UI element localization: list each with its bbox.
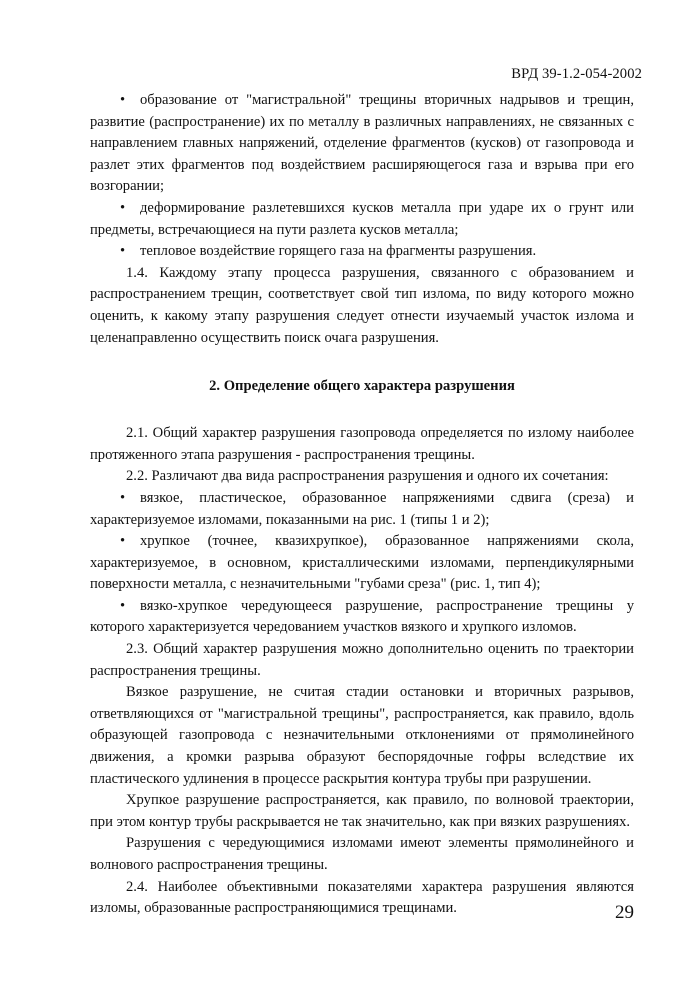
- paragraph-brittle: Хрупкое разрушение распространяется, как правило, по волновой траектории, при этом контур трубы раскрывается не так значительно, как при вязких разрушениях.: [90, 792, 634, 830]
- page-number: 29: [615, 902, 634, 923]
- bullet-marker: •: [120, 533, 126, 550]
- list-item-text: тепловое воздействие горящего газа на фрагменты разрушения.: [140, 243, 537, 260]
- paragraph-1-4: 1.4. Каждому этапу процесса разрушения, связанного с образованием и распространением трещин, соответствует свой тип излома, по виду которого можно оценить, к какому этапу разрушения следует отнести изучаемый участок излома и целенаправленно осуществить поиск очага разрушения.: [90, 264, 634, 346]
- paragraph-2-1: 2.1. Общий характер разрушения газопровода определяется по излому наиболее протяженного этапа разрушения - распространения трещины.: [90, 425, 634, 463]
- list-item-text: образование от "магистральной" трещины вторичных надрывов и трещин, развитие (распространение) их по металлу в различных направлениях, не связанных с направлением главных напряжений, отделение фрагментов (кусков) от газопровода и разлет этих фрагментов под воздействием расширяющегося газа и взрыва при его возгорании;: [90, 92, 634, 195]
- bullet-marker: •: [120, 243, 126, 260]
- bullet-marker: •: [120, 199, 126, 216]
- bullet-marker: •: [120, 92, 126, 108]
- page-header: [0, 66, 700, 86]
- list-item: [90, 531, 634, 596]
- list-item: [90, 596, 634, 639]
- list-item: [90, 241, 634, 263]
- list-item: [90, 198, 634, 241]
- section-heading: 2. Определение общего характера разрушения: [209, 378, 515, 395]
- list-item-text: вязкое, пластическое, образованное напряжениями сдвига (среза) и характеризуемое изломами, показанными на рис. 1 (типы 1 и 2);: [90, 489, 634, 528]
- list-item: [90, 488, 634, 531]
- list-item: [90, 90, 634, 198]
- document-code: ВРД 39-1.2-054-2002: [511, 66, 642, 82]
- list-item-text: деформирование разлетевшихся кусков металла при ударе их о грунт или предметы, встречающиеся на пути разлета кусков металла;: [90, 199, 634, 238]
- paragraph-2-3: 2.3. Общий характер разрушения можно дополнительно оценить по траектории распространения трещины.: [90, 641, 634, 679]
- bullet-marker: •: [120, 489, 126, 506]
- list-item-text: вязко-хрупкое чередующееся разрушение, распространение трещины у которого характеризуется чередованием участков вязкого и хрупкого изломов.: [90, 597, 634, 636]
- paragraph-2-2: 2.2. Различают два вида распространения разрушения и одного их сочетания:: [126, 468, 609, 485]
- bullet-marker: •: [120, 597, 126, 614]
- paragraph-2-4: 2.4. Наиболее объективными показателями характера разрушения являются изломы, образованные распространяющимися трещинами.: [90, 878, 634, 917]
- paragraph-ductile: Вязкое разрушение, не считая стадии остановки и вторичных разрывов, ответвляющихся от "магистральной трещины", распространяется, как правило, вдоль образующей газопровода с незначительными отклонениями от прямолинейного движения, а кромки разрыва образуют беспорядочные гофры вследствие их пластического удлинения в процессе раскрытия контура трубы при разрушении.: [90, 684, 634, 787]
- body-text: [90, 90, 634, 920]
- list-item-text: хрупкое (точнее, квазихрупкое), образованное напряжениями скола, характеризуемое, в основном, кристаллическими изломами, перпендикулярными поверхности металла, с незначительными "губами среза" (рис. 1, тип 4);: [90, 533, 634, 593]
- paragraph-alternating: Разрушения с чередующимися изломами имеют элементы прямолинейного и волнового распространения трещины.: [90, 835, 634, 873]
